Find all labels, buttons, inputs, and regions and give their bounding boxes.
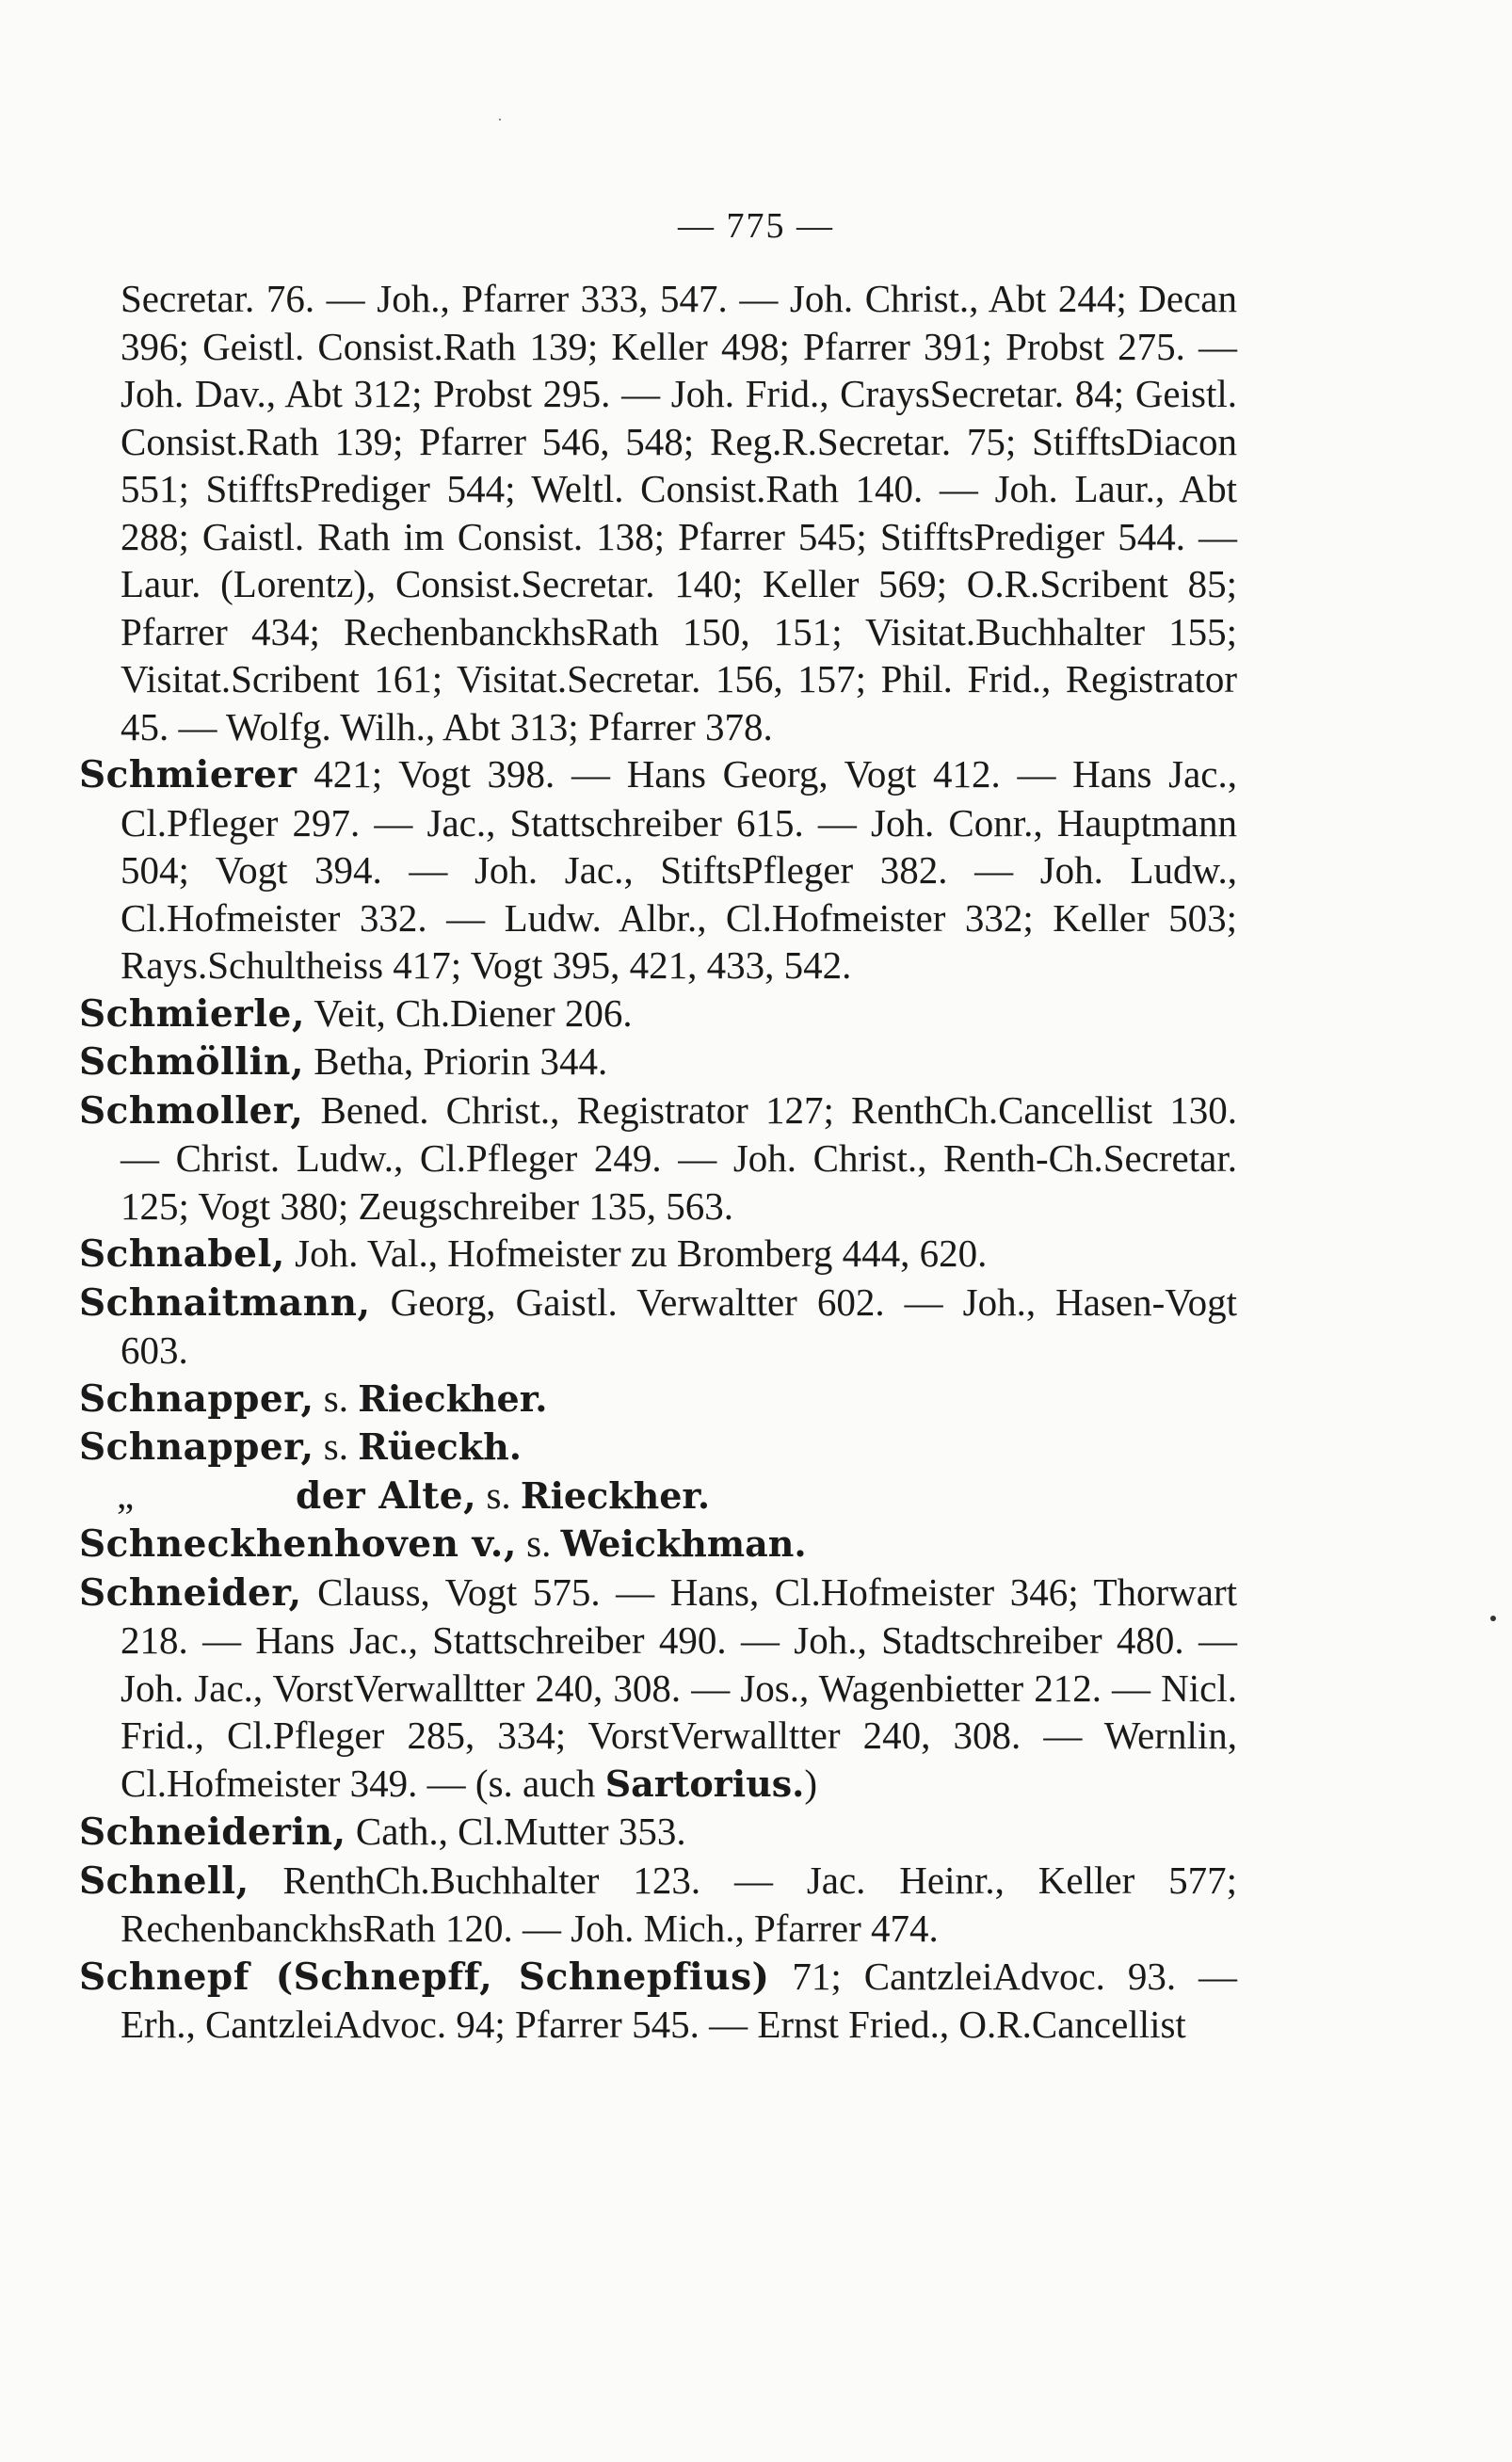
entry-headword: Schnell, (79, 1859, 249, 1903)
cross-reference: Rieckher. (358, 1376, 548, 1420)
entry-text: s. (516, 1521, 561, 1565)
index-entry (79, 1375, 1237, 1424)
index-entries (79, 275, 1237, 2049)
cross-reference: Sartorius. (604, 1762, 805, 1805)
index-entry (79, 1569, 1237, 1809)
index-entry (79, 1857, 1237, 1953)
index-entry (79, 1808, 1237, 1857)
index-entry (79, 1086, 1237, 1231)
index-entry (79, 275, 1237, 750)
entry-text: s. (314, 1376, 359, 1420)
entry-text: Clauss, Vogt 575. — Hans, Cl.Hofmeister 346; Thorwart 218. — Hans Jac., Stattschreiber 490. — Joh., Stadtschreiber 480. — Joh. Jac., VorstVerwalltter 240, 308. — Jos., Wagenbietter 212. — Nicl. Frid., Cl.Pfleger 285, 334; VorstVerwalltter 240, 308. — Wernlin, Cl.Hofmeister 349. — (s. auch (121, 1569, 1237, 1805)
index-entry (79, 1038, 1237, 1086)
entry-text: Secretar. 76. — Joh., Pfarrer 333, 547. — Joh. Christ., Abt 244; Decan 396; Geistl. Consist.Rath 139; Keller 498; Pfarrer 391; Probst 275. — Joh. Dav., Abt 312; Probst 295. — Joh. Frid., CraysSecretar. 84; Geistl. Consist.Rath 139; Pfarrer 546, 548; Reg.R.Secretar. 75; StifftsDiacon 551; StifftsPrediger 544; Weltl. Consist.Rath 140. — Joh. Laur., Abt 288; Gaistl. Rath im Consist. 138; Pfarrer 545; StifftsPrediger 544. — Laur. (Lorentz), Consist.Secretar. 140; Keller 569; O.R.Scribent 85; Pfarrer 434; RechenbanckhsRath 150, 151; Visitat.Buchhalter 155; Visitat.Scribent 161; Visitat.Secretar. 156, 157; Phil. Frid., Registrator 45. — Wolfg. Wilh., Abt 313; Pfarrer 378. (121, 277, 1237, 748)
cross-reference: Rieckher. (520, 1473, 711, 1517)
index-entry (79, 1953, 1237, 2049)
entry-text: Bened. Christ., Registrator 127; RenthCh.Cancellist 130. — Christ. Ludw., Cl.Pfleger 249. — Joh. Christ., Renth-Ch.Secretar. 125; Vogt 380; Zeugschreiber 135, 563. (121, 1087, 1237, 1228)
index-entry (79, 750, 1237, 990)
entry-text: Betha, Priorin 344. (303, 1039, 608, 1083)
entry-headword: Schmierer (79, 753, 298, 797)
index-entry (79, 1472, 1237, 1521)
entry-headword: Schnepf (Schnepff, Schnepfius) (79, 1955, 770, 1999)
entry-text: 421; Vogt 398. — Hans Georg, Vogt 412. — Hans Jac., Cl.Pfleger 297. — Jac., Stattschreiber 615. — Joh. Conr., Hauptmann 504; Vogt 394. — Joh. Jac., StiftsPfleger 382. — Joh. Ludw., Cl.Hofmeister 332. — Ludw. Albr., Cl.Hofmeister 332; Keller 503; Rays.Schultheiss 417; Vogt 395, 421, 433, 542. (121, 752, 1237, 987)
index-entry (79, 1279, 1237, 1375)
entry-text: 71; CantzleiAdvoc. 93. — Erh., CantzleiAdvoc. 94; Pfarrer 545. — Ernst Fried., O.R.Cancellist (121, 1954, 1237, 2046)
entry-text: Joh. Val., Hofmeister zu Bromberg 444, 620. (284, 1231, 988, 1275)
index-entry (79, 1520, 1237, 1569)
entry-text: Cath., Cl.Mutter 353. (346, 1810, 686, 1853)
entry-text: s. (314, 1424, 359, 1468)
entry-headword: Schmierle, (79, 991, 305, 1036)
print-speck (499, 119, 501, 121)
ditto-mark: „ (117, 1472, 135, 1517)
entry-text: Georg, Gaistl. Verwaltter 602. — Joh., Hasen-Vogt 603. (121, 1279, 1237, 1372)
index-entry (79, 1423, 1237, 1472)
index-entry (79, 990, 1237, 1038)
entry-headword: Schneckhenhoven v., (79, 1522, 517, 1566)
margin-dot (1490, 1616, 1496, 1621)
entry-headword: Schnabel, (79, 1232, 285, 1276)
entry-headword: Schmöllin, (79, 1040, 304, 1084)
cross-reference: Weickhman. (560, 1522, 807, 1565)
entry-text-tail: ) (804, 1761, 818, 1805)
entry-headword: Schnapper, (79, 1425, 314, 1469)
entry-text: s. (476, 1472, 521, 1517)
entry-headword: Schneiderin, (79, 1810, 346, 1854)
entry-headword: der Alte, (296, 1473, 477, 1518)
entry-text: RenthCh.Buchhalter 123. — Jac. Heinr., Keller 577; RechenbanckhsRath 120. — Joh. Mich., Pfarrer 474. (121, 1858, 1237, 1950)
entry-headword: Schneider, (79, 1570, 302, 1615)
entry-headword: Schnapper, (79, 1376, 314, 1421)
page-number: — 775 — (678, 206, 834, 246)
cross-reference: Rüeckh. (358, 1425, 522, 1468)
entry-headword: Schnaitmann, (79, 1280, 371, 1325)
entry-headword: Schmoller, (79, 1088, 304, 1133)
index-entry (79, 1230, 1237, 1279)
entry-text: Veit, Ch.Diener 206. (304, 990, 633, 1035)
